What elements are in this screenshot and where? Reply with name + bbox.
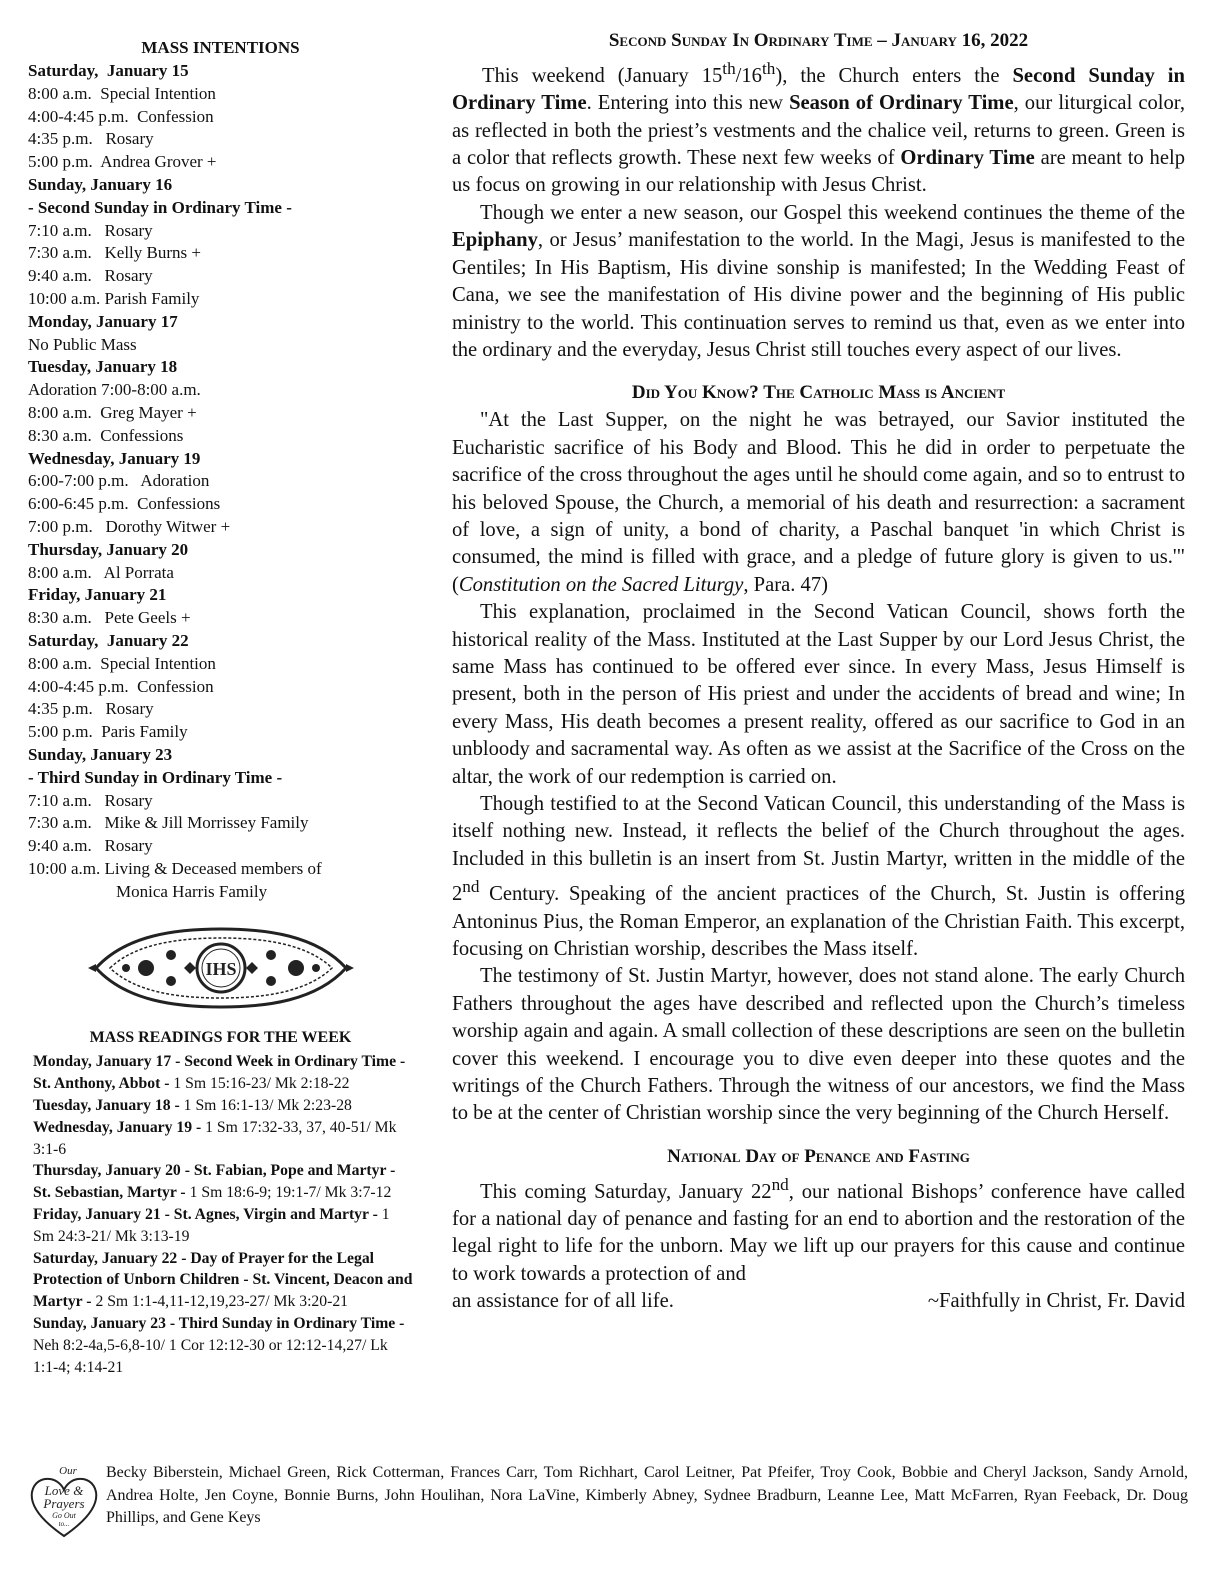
intention-entry: 8:00 a.m. Al Porrata bbox=[28, 562, 174, 582]
reading-entry bbox=[28, 1160, 413, 1204]
intention-entry: 9:40 a.m. Rosary bbox=[28, 266, 153, 286]
mass-readings-title: MASS READINGS FOR THE WEEK bbox=[89, 1029, 352, 1047]
intention-entry: 8:00 a.m. Special Intention bbox=[28, 653, 216, 673]
heart-prayers-logo-icon bbox=[28, 1462, 100, 1542]
reading-refs: 1 Sm 18:6-9; 19:1-7/ Mk 3:7-12 bbox=[189, 1184, 392, 1202]
intention-entry: 8:00 a.m. Special Intention bbox=[28, 83, 216, 103]
reading-refs: 2 Sm 1:1-4,11-12,19,23-27/ Mk 3:20-21 bbox=[95, 1293, 349, 1311]
intention-day-heading: Wednesday, January 19 bbox=[28, 448, 201, 468]
prayer-names: Becky Biberstein, Michael Green, Rick Cotterman, Frances Carr, Tom Richhart, Carol Leitner, Pat Pfeifer, Troy Cook, Bobbie and Cheryl Jackson, Sandy Arnold, Andrea Holte, Jen Coyne, Bonnie Burns, John Houlihan, Nora LaVine, Kimberly Abney, Sydnee Bradburn, Leanne Lee, Matt McFarren, Ryan Feeback, Dr. Doug Phillips, and Gene Keys bbox=[106, 1464, 1188, 1526]
reading-day: Sunday, January 23 - Third Sunday in Ordinary Time - bbox=[33, 1315, 405, 1333]
signature: ~Faithfully in Christ, Fr. David bbox=[927, 1290, 1185, 1313]
reading-refs: 1 Sm 15:16-23/ Mk 2:18-22 bbox=[173, 1075, 350, 1093]
reading-refs: 1 Sm 16:1-13/ Mk 2:23-28 bbox=[183, 1097, 352, 1115]
mass-intentions-list bbox=[28, 60, 413, 903]
article2-paragraph-4: The testimony of St. Justin Martyr, however, does not stand alone. The early Church Fathers throughout the ages have described and reflected upon the Church’s timeless worship again and again. A small collection of these descriptions are seen on the bulletin cover this weekend. I encourage you to dive even deeper into these quotes and the writings of the Church Fathers. Through the witness of our ancestors, we find the Mass to be at the center of Christian worship since the very beginning of the Church Herself. bbox=[452, 965, 1185, 1125]
reading-day: Tuesday, January 18 - bbox=[33, 1097, 184, 1115]
intention-day-heading: Monday, January 17 bbox=[28, 311, 178, 331]
intention-day-heading: Tuesday, January 18 bbox=[28, 357, 178, 377]
intention-entry: 10:00 a.m. Living & Deceased members of bbox=[28, 858, 322, 878]
reading-refs: 1 Sm 24:3-21/ Mk 3:13-19 bbox=[33, 1206, 390, 1245]
reading-day: Thursday, January 20 - St. Fabian, Pope and Martyr - St. Sebastian, Martyr - bbox=[33, 1162, 396, 1202]
reading-entry bbox=[28, 1095, 413, 1117]
article2-paragraph-1: "At the Last Supper, on the night he was betrayed, our Savior instituted the Eucharistic sacrifice of his Body and Blood. This he did in order to perpetuate the sacrifice of the cross throughout the ages until he should come again, and so to entrust to his beloved Spouse, the Church, a memorial of his death and resurrection: a sacrament of love, a sign of unity, a bond of charity, a Paschal banquet 'in which Christ is consumed, the mind is filled with grace, and a pledge of future glory is given to us.'" (Constitution on the Sacred Liturgy, Para. 47) bbox=[452, 409, 1185, 596]
reading-day: Monday, January 17 - Second Week in Ordinary Time - St. Anthony, Abbot - bbox=[33, 1053, 406, 1093]
logo-text-3: Prayers bbox=[43, 1496, 85, 1511]
intention-entry: 8:30 a.m. Confessions bbox=[28, 425, 184, 445]
article3-title: National Day of Penance and Fasting bbox=[667, 1145, 970, 1167]
intention-day-heading: Friday, January 21 bbox=[28, 585, 167, 605]
intention-entry: 5:00 p.m. Andrea Grover + bbox=[28, 152, 217, 172]
ihs-ornament-icon bbox=[86, 925, 356, 1011]
intention-day-heading: Saturday, January 22 bbox=[28, 630, 189, 650]
intention-entry: 5:00 p.m. Paris Family bbox=[28, 722, 188, 742]
article1-title: Second Sunday In Ordinary Time – January 16, 2022 bbox=[608, 30, 1029, 51]
prayer-list bbox=[28, 1462, 1188, 1542]
reading-day: Saturday, January 22 - Day of Prayer for the Legal Protection of Unborn Children - St. Vincent, Deacon and Martyr - bbox=[33, 1249, 413, 1311]
logo-text-2: Love & bbox=[44, 1483, 84, 1498]
intention-day-heading: Sunday, January 23 bbox=[28, 744, 173, 764]
intention-entry: 4:35 p.m. Rosary bbox=[28, 129, 154, 149]
logo-text-4: Go Out bbox=[52, 1511, 76, 1520]
intention-entry: No Public Mass bbox=[28, 334, 137, 354]
article2-paragraph-2: This explanation, proclaimed in the Second Vatican Council, shows forth the historical reality of the Mass. Instituted at the Last Supper by our Lord Jesus Christ, the same Mass has continued to be offered ever since. In every Mass, Jesus Himself is present, both in the person of His priest and under the accidents of bread and wine; In every Mass, His death becomes a present reality, offered as our sacrifice to God in an unbloody and sacramental way. As often as we assist at the Sacrifice of the Cross on the altar, the work of our redemption is carried on. bbox=[452, 601, 1185, 788]
logo-text-5: to... bbox=[58, 1520, 70, 1528]
reading-entry bbox=[28, 1248, 413, 1313]
intention-entry: 7:10 a.m. Rosary bbox=[28, 790, 153, 810]
reading-entry bbox=[28, 1204, 413, 1248]
mass-intentions-title: MASS INTENTIONS bbox=[141, 38, 300, 57]
intention-day-heading: - Second Sunday in Ordinary Time - bbox=[28, 197, 292, 217]
intention-entry: 8:30 a.m. Pete Geels + bbox=[28, 608, 191, 628]
reading-entry bbox=[28, 1117, 413, 1161]
intention-day-heading: Thursday, January 20 bbox=[28, 539, 189, 559]
reading-day: Friday, January 21 - St. Agnes, Virgin and Martyr - bbox=[33, 1206, 382, 1224]
article3-last-line: an assistance for of all life. bbox=[452, 1290, 674, 1313]
intention-entry: 6:00-6:45 p.m. Confessions bbox=[28, 494, 221, 514]
intention-entry: 8:00 a.m. Greg Mayer + bbox=[28, 402, 197, 422]
mass-readings-list bbox=[28, 1051, 413, 1378]
intention-entry: 4:00-4:45 p.m. Confession bbox=[28, 676, 214, 696]
intention-entry: 9:40 a.m. Rosary bbox=[28, 836, 153, 856]
article2-paragraph-3: Though testified to at the Second Vatican Council, this understanding of the Mass is itself nothing new. Instead, it reflects the belief of the Church throughout the ages. Included in this bulletin is an insert from St. Justin Martyr, written in the middle of the 2nd Century. Speaking of the ancient practices of the Church, St. Justin is offering Antoninus Pius, the Roman Emperor, an explanation of the Christian Faith. This excerpt, focusing on Christian worship, describes the Mass itself. bbox=[452, 793, 1185, 960]
intention-entry: 7:30 a.m. Mike & Jill Morrissey Family bbox=[28, 813, 309, 833]
intention-entry: 10:00 a.m. Parish Family bbox=[28, 288, 200, 308]
intention-entry: 7:30 a.m. Kelly Burns + bbox=[28, 243, 201, 263]
intention-entry: Monica Harris Family bbox=[116, 881, 268, 901]
intention-entry: 4:35 p.m. Rosary bbox=[28, 699, 154, 719]
intention-entry: 4:00-4:45 p.m. Confession bbox=[28, 106, 214, 126]
intention-day-heading: Saturday, January 15 bbox=[28, 61, 189, 80]
reading-day: Wednesday, January 19 - bbox=[33, 1118, 206, 1136]
intention-day-heading: - Third Sunday in Ordinary Time - bbox=[28, 767, 283, 787]
intention-entry: 6:00-7:00 p.m. Adoration bbox=[28, 471, 210, 491]
logo-text-1: Our bbox=[59, 1465, 77, 1477]
ornament-monogram: IHS bbox=[204, 959, 237, 980]
left-column bbox=[28, 38, 413, 1378]
article3-paragraph-1: This coming Saturday, January 22nd, our national Bishops’ conference have called for a national day of penance and fasting for an end to abortion and the restoration of the legal right to life for the unborn. May we lift up our prayers for this cause and continue to work towards a protection of and bbox=[452, 1174, 1185, 1285]
intention-entry: 7:10 a.m. Rosary bbox=[28, 220, 153, 240]
article1-paragraph-1: This weekend (January 15th/16th), the Church enters the Second Sunday in Ordinary Time. Entering into this new Season of Ordinary Time, our liturgical color, as reflected in both the priest’s vestments and the chalice veil, returns to green. Green is a color that reflects growth. These next few weeks of Ordinary Time are meant to help us focus on growing in our relationship with Jesus Christ. bbox=[452, 59, 1185, 197]
reading-entry bbox=[28, 1051, 413, 1095]
intention-day-heading: Sunday, January 16 bbox=[28, 174, 173, 194]
reading-entry bbox=[28, 1313, 413, 1378]
article2-title: Did You Know? The Catholic Mass is Ancient bbox=[631, 382, 1006, 404]
reading-refs: Neh 8:2-4a,5-6,8-10/ 1 Cor 12:12-30 or 12:12-14,27/ Lk 1:1-4; 4:14-21 bbox=[33, 1336, 388, 1376]
article3-closing bbox=[452, 1288, 1185, 1315]
article1-paragraph-2: Though we enter a new season, our Gospel this weekend continues the theme of the Epiphany, or Jesus’ manifestation to the world. In the Magi, Jesus is manifested to the Gentiles; In His Baptism, His divine sonship is manifested; In the Wedding Feast of Cana, we see the manifestation of His divine power and the beginning of His public ministry to the world. This continuation serves to remind us that, even as we enter into the ordinary and the everyday, Jesus Christ still touches every aspect of our lives. bbox=[452, 201, 1185, 361]
intention-entry: 7:00 p.m. Dorothy Witwer + bbox=[28, 516, 231, 536]
right-column bbox=[452, 30, 1185, 1316]
intention-entry: Adoration 7:00-8:00 a.m. bbox=[28, 380, 201, 400]
reading-refs: 1 Sm 17:32-33, 37, 40-51/ Mk 3:1-6 bbox=[33, 1118, 397, 1158]
